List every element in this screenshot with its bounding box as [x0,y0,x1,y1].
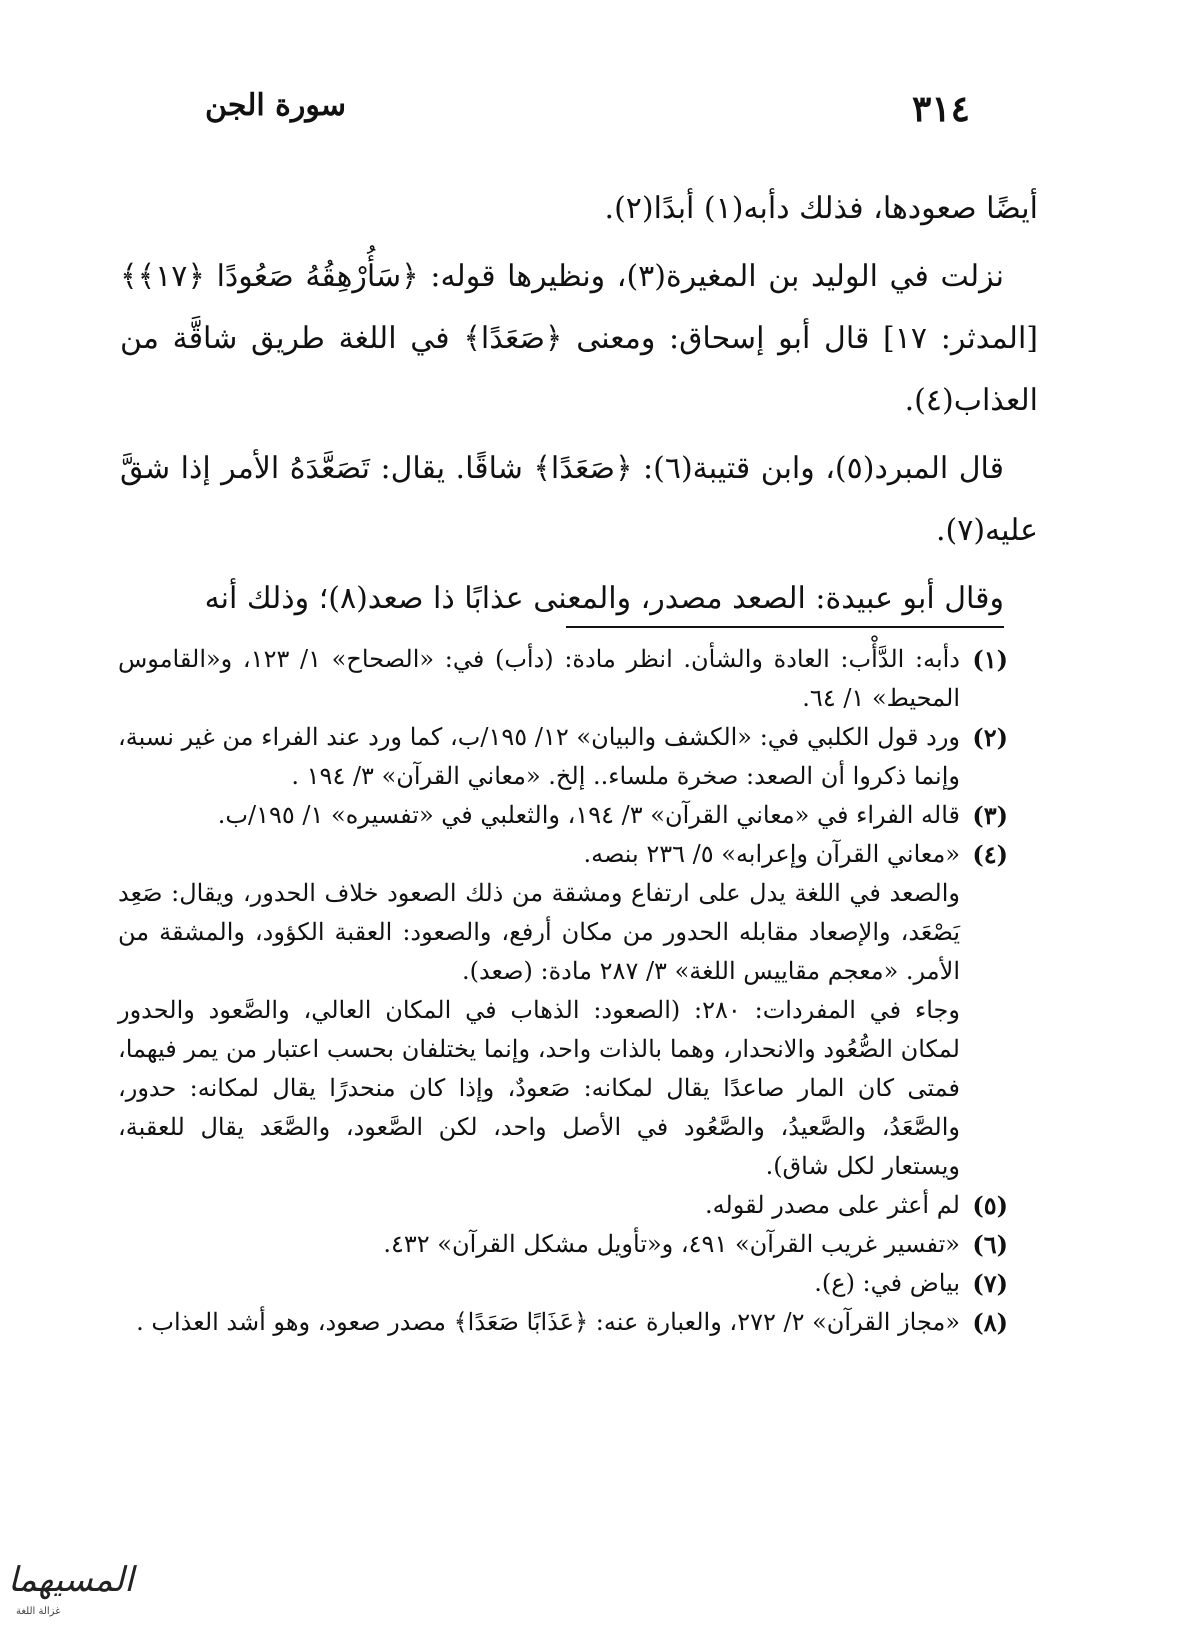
footnote-text: ورد قول الكلبي في: «الكشف والبيان» ١٢/ ١٩٥/ب، كما ورد عند الفراء من غير نسبة، وإنما ذكروا أن الصعد: صخرة ملساء.. إلخ. «معاني القرآن» ٣/ ١٩٤ . [118,723,960,790]
footnote-6 [118,1225,1008,1264]
paragraph-2: نزلت في الوليد بن المغيرة(٣)، ونظيرها قوله: ﴿سَأُرْهِقُهُ صَعُودًا ﴿١٧﴾﴾ [المدثر: ١٧] قال أبو إسحاق: ومعنى ﴿صَعَدًا﴾ في اللغة طريق شاقَّة من العذاب(٤). [120,259,1038,418]
footnote-divider [566,626,1004,628]
footnote-number: (٧) [972,1269,1008,1298]
footnote-7 [118,1264,1008,1303]
logo-sub-text: غزالة اللغة [16,1606,61,1617]
footnote-number: (١) [972,645,1008,674]
paragraph-1: أيضًا صعودها، فذلك دأبه(١) أبدًا(٢). [604,191,1038,226]
footnote-text: «تفسير غريب القرآن» ٤٩١، و«تأويل مشكل القرآن» ٤٣٢. [383,1230,960,1258]
footnote-text: دأبه: الدَّأْب: العادة والشأن. انظر مادة: (دأب) في: «الصحاح» ١/ ١٢٣، و«القاموس المحيط» ١/ ٦٤. [118,645,960,712]
footnote-4-continuation-1: والصعد في اللغة يدل على ارتفاع ومشقة من ذلك الصعود خلاف الحدور، ويقال: صَعِد يَصْعَد، والإصعاد مقابله الحدور من مكان أرفع، والصعود: العقبة الكؤود، والمشقة من الأمر. «معجم مقاييس اللغة» ٣/ ٢٨٧ مادة: (صعد). [118,879,960,985]
paragraph-4: وقال أبو عبيدة: الصعد مصدر، والمعنى عذابًا ذا صعد(٨)؛ وذلك أنه [204,581,1004,616]
footnote-text: لم أعثر على مصدر لقوله. [704,1191,960,1219]
footnotes [118,640,1008,1342]
footnote-number: (٨) [972,1308,1008,1337]
footnote-4-continuation-2: وجاء في المفردات: ٢٨٠: (الصعود: الذهاب في المكان العالي، والصَّعود والحدور لمكان الصُّعُود والانحدار، وهما بالذات واحد، وإنما يختلفان بحسب اعتبار من يمر فيهما، فمتى كان المار صاعدًا يقال لمكانه: صَعودٌ، وإذا كان منحدرًا يقال لمكانه: حدور، والصَّعَدُ، والصَّعيدُ، والصَّعُود في الأصل واحد، لكن الصَّعود، والصَّعَد يقال للعقبة، ويستعار لكل شاق). [118,996,960,1180]
footnote-8 [118,1303,1008,1342]
footnote-number: (٤) [972,840,1008,869]
publisher-logo [8,1560,134,1630]
footnote-text: قاله الفراء في «معاني القرآن» ٣/ ١٩٤، والثعلبي في «تفسيره» ١/ ١٩٥/ب. [217,801,960,829]
footnote-text: بياض في: (ع). [814,1269,960,1297]
page-header [0,88,1185,138]
footnote-5 [118,1186,1008,1225]
footnote-number: (٦) [972,1230,1008,1259]
footnote-number: (٥) [972,1191,1008,1220]
surah-title: سورة الجن [205,88,346,123]
logo-main-text: المسيهما [8,1560,134,1600]
paragraph-3: قال المبرد(٥)، وابن قتيبة(٦): ﴿صَعَدًا﴾ شاقًا. يقال: تَصَعَّدَهُ الأمر إذا شقَّ عليه(٧). [120,451,1038,548]
footnote-1 [118,640,1008,718]
main-text [120,178,1038,636]
footnote-2 [118,718,1008,796]
footnote-number: (٣) [972,801,1008,830]
footnote-text: «معاني القرآن وإعرابه» ٥/ ٢٣٦ بنصه. [583,840,960,868]
page-number: ٣١٤ [911,88,970,130]
footnote-4 [118,835,1008,874]
footnote-text: «مجاز القرآن» ٢/ ٢٧٢، والعبارة عنه: ﴿عَذَابًا صَعَدًا﴾ مصدر صعود، وهو أشد العذاب . [136,1308,960,1336]
footnote-3 [118,796,1008,835]
footnote-number: (٢) [972,723,1008,752]
